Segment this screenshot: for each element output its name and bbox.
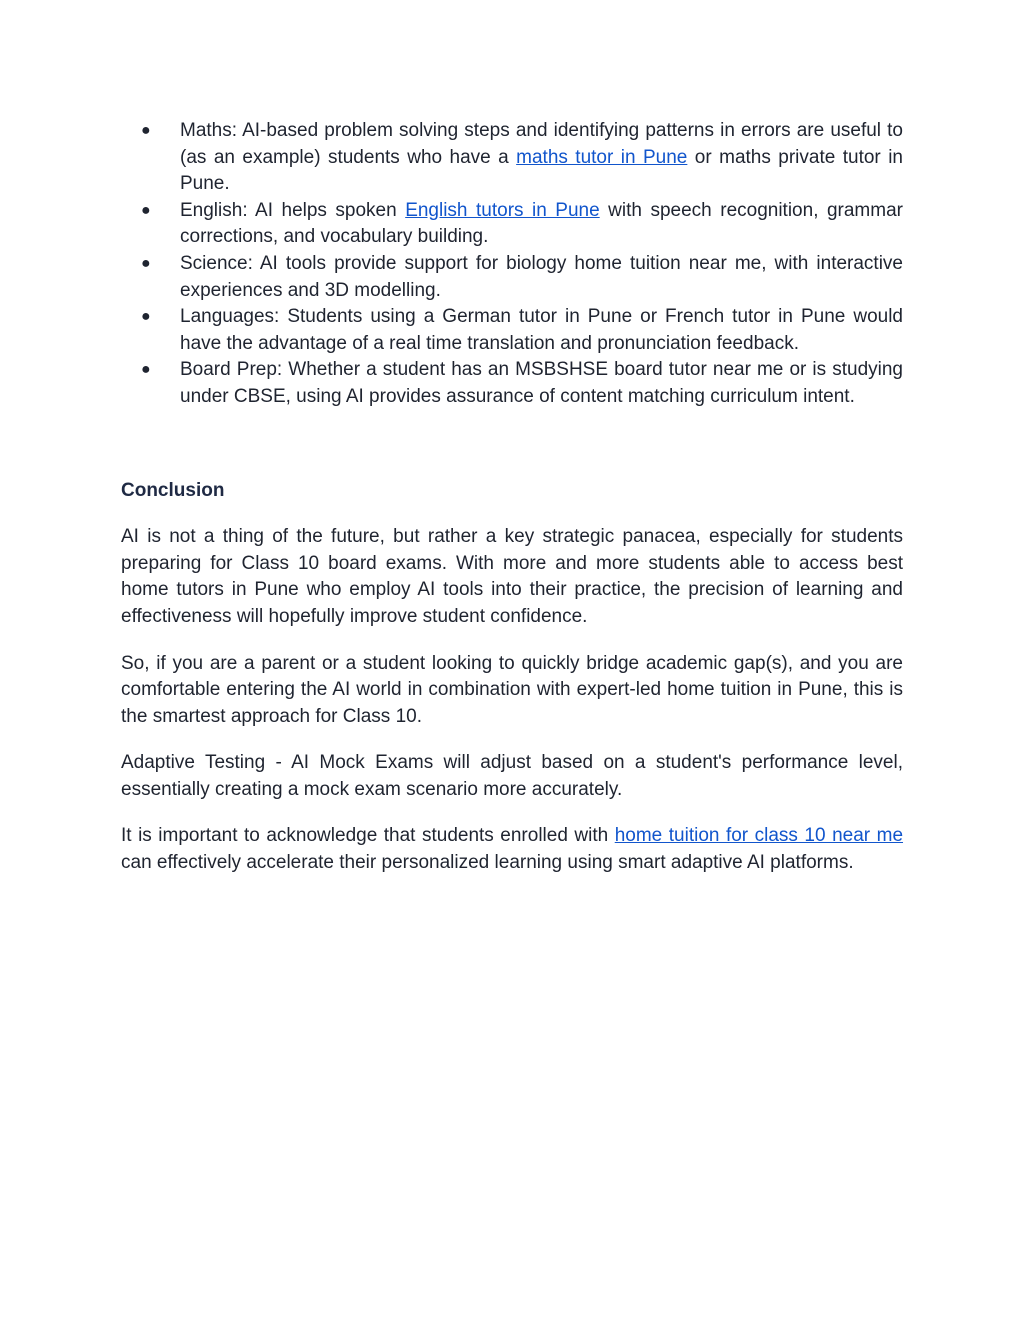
bullet-text: Maths: AI-based problem solving steps and identifying patterns in errors are useful to (as an example) students who have a — [180, 120, 903, 168]
list-item — [121, 251, 903, 304]
conclusion-paragraph-1: AI is not a thing of the future, but rather a key strategic panacea, especially for students preparing for Class 10 board exams. With more and more students able to access best home tutors in Pune who employ AI tools into their practice, the precision of learning and effectiveness will hopefully improve student confidence. — [121, 526, 903, 627]
bullet-text: Languages: Students using a German tutor in Pune or French tutor in Pune would have the advantage of a real time translation and pronunciation feedback. — [180, 306, 903, 354]
document-page — [121, 118, 903, 877]
bullet-icon: ● — [141, 361, 151, 379]
bullet-text: or maths private tutor in Pune. — [180, 146, 903, 195]
bullet-icon: ● — [141, 122, 151, 139]
english-tutors-link[interactable]: English tutors in Pune — [405, 199, 600, 221]
list-item — [121, 357, 903, 410]
bullet-text: with speech recognition, grammar corrections, and vocabulary building. — [180, 199, 903, 248]
conclusion-paragraph-3: Adaptive Testing - AI Mock Exams will adjust based on a student's performance level, essentially creating a mock exam scenario more accurately. — [121, 752, 903, 800]
bullet-icon: ● — [141, 254, 151, 272]
subject-bullet-list — [121, 118, 903, 411]
bullet-text: Science: AI tools provide support for biology home tuition near me, with interactive experiences and 3D modelling. — [180, 252, 903, 301]
maths-tutor-link[interactable]: maths tutor in Pune — [516, 146, 688, 168]
bullet-text: English: AI helps spoken — [180, 199, 406, 221]
conclusion-paragraph-4 — [121, 823, 903, 876]
list-item — [121, 198, 903, 251]
bullet-icon: ● — [141, 201, 151, 219]
list-item — [121, 118, 903, 198]
bullet-icon: ● — [141, 308, 151, 326]
bullet-text: Board Prep: Whether a student has an MSBSHSE board tutor near me or is studying under CBSE, using AI provides assurance of content matching curriculum intent. — [180, 359, 903, 407]
conclusion-heading: Conclusion — [121, 479, 225, 501]
paragraph-text: It is important to acknowledge that students enrolled with — [121, 825, 615, 847]
conclusion-paragraph-2: So, if you are a parent or a student looking to quickly bridge academic gap(s), and you are comfortable entering the AI world in combination with expert-led home tuition in Pune, this is the smartest approach for Class 10. — [121, 652, 903, 727]
home-tuition-class-10-link[interactable]: home tuition for class 10 near me — [614, 825, 904, 847]
list-item — [121, 304, 903, 357]
paragraph-text: can effectively accelerate their personalized learning using smart adaptive AI platforms. — [121, 852, 854, 874]
